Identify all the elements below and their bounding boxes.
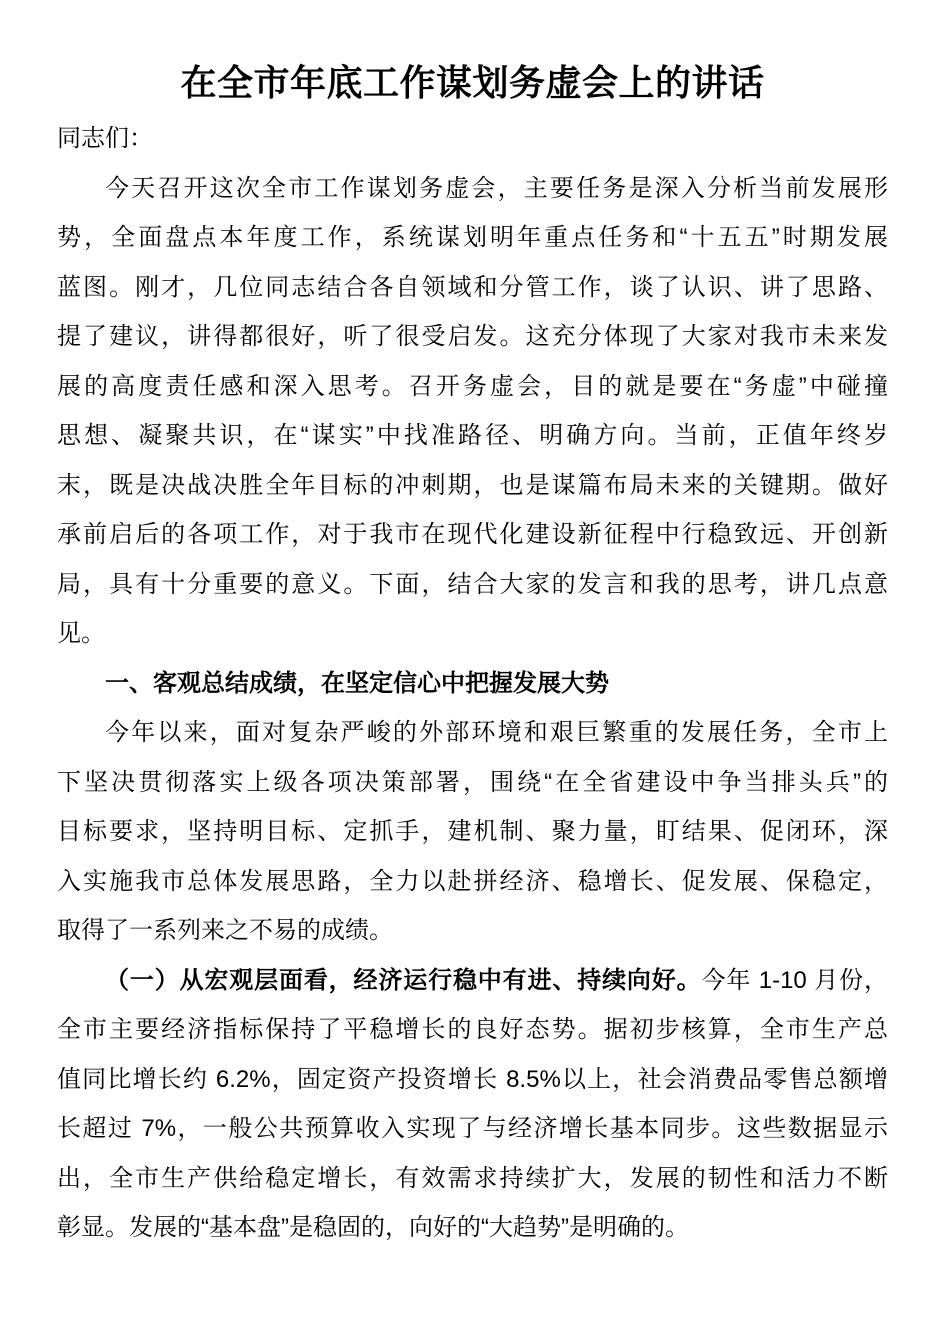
text-line xyxy=(57,1055,888,1105)
text-line xyxy=(57,213,888,263)
body-text: 同志们： xyxy=(57,125,153,152)
text-line xyxy=(57,857,888,907)
body-text: 取得了一系列来之不易的成绩。 xyxy=(57,917,393,944)
text-line xyxy=(57,312,888,362)
body-text: 目标要求，坚持明目标、定抓手，建机制、聚力量，盯结果、促闭环，深 xyxy=(57,818,888,845)
text-line xyxy=(57,461,888,511)
text-line xyxy=(57,708,888,758)
document-title: 在全市年底工作谋划务虚会上的讲话 xyxy=(180,62,765,103)
bold-text: 一、客观总结成绩，在坚定信心中把握发展大势 xyxy=(105,669,609,697)
text-line xyxy=(57,1005,888,1055)
text-line xyxy=(57,1203,888,1253)
text-line xyxy=(57,164,888,214)
body-text: 彰显。发展的“基本盘”是稳固的，向好的“大趋势”是明确的。 xyxy=(57,1214,689,1241)
text-line xyxy=(57,906,888,956)
section-heading-1 xyxy=(57,659,888,709)
body-text: 今年 1-10 月份， xyxy=(701,966,888,994)
body-text: 提了建议，讲得都很好，听了很受启发。这充分体现了大家对我市未来发 xyxy=(57,323,888,350)
body-text: 今天召开这次全市工作谋划务虚会，主要任务是深入分析当前发展形 xyxy=(105,174,888,202)
body-text: 局，具有十分重要的意义。下面，结合大家的发言和我的思考，讲几点意 xyxy=(57,570,888,598)
text-line xyxy=(57,609,888,659)
body-text: 今年以来，面对复杂严峻的外部环境和艰巨繁重的发展任务，全市上 xyxy=(105,719,888,746)
body-text: 思想、凝聚共识，在“谋实”中找准路径、明确方向。当前，正值年终岁 xyxy=(57,422,888,449)
body-text: 蓝图。刚才，几位同志结合各自领域和分管工作，谈了认识、讲了思路、 xyxy=(57,273,888,301)
body-text: 势，全面盘点本年度工作，系统谋划明年重点任务和“十五五”时期发展 xyxy=(57,224,888,251)
subsection-lead-line xyxy=(57,956,888,1006)
text-line xyxy=(57,1154,888,1204)
body-text: 末，既是决战决胜全年目标的冲刺期，也是谋篇布局未来的关键期。做好 xyxy=(57,471,888,499)
text-line xyxy=(57,510,888,560)
salutation xyxy=(57,114,888,164)
text-line xyxy=(57,807,888,857)
body-text: 值同比增长约 6.2%，固定资产投资增长 8.5%以上，社会消费品零售总额增 xyxy=(57,1065,888,1093)
body-text: 承前启后的各项工作，对于我市在现代化建设新征程中行稳致远、开创新 xyxy=(57,521,888,548)
body-text: 长超过 7%，一般公共预算收入实现了与经济增长基本同步。这些数据显示 xyxy=(57,1115,888,1142)
body-text: 入实施我市总体发展思路，全力以赴拼经济、稳增长、促发展、保稳定， xyxy=(57,867,888,895)
body-text: 下坚决贯彻落实上级各项决策部署，围绕“在全省建设中争当排头兵”的 xyxy=(57,768,888,796)
body-text: 全市主要经济指标保持了平稳增长的良好态势。据初步核算，全市生产总 xyxy=(57,1016,888,1043)
text-line xyxy=(57,362,888,412)
body-text: 展的高度责任感和深入思考。召开务虚会，目的就是要在“务虚”中碰撞 xyxy=(57,372,888,400)
bold-text: （一）从宏观层面看，经济运行稳中有进、持续向好。 xyxy=(105,966,702,994)
text-line xyxy=(57,560,888,610)
text-line xyxy=(57,411,888,461)
body-text: 见。 xyxy=(57,620,105,647)
text-line xyxy=(57,758,888,808)
text-line xyxy=(57,1104,888,1154)
body-text: 出，全市生产供给稳定增长，有效需求持续扩大，发展的韧性和活力不断 xyxy=(57,1164,888,1192)
text-line xyxy=(57,263,888,313)
document-body xyxy=(57,114,888,1253)
